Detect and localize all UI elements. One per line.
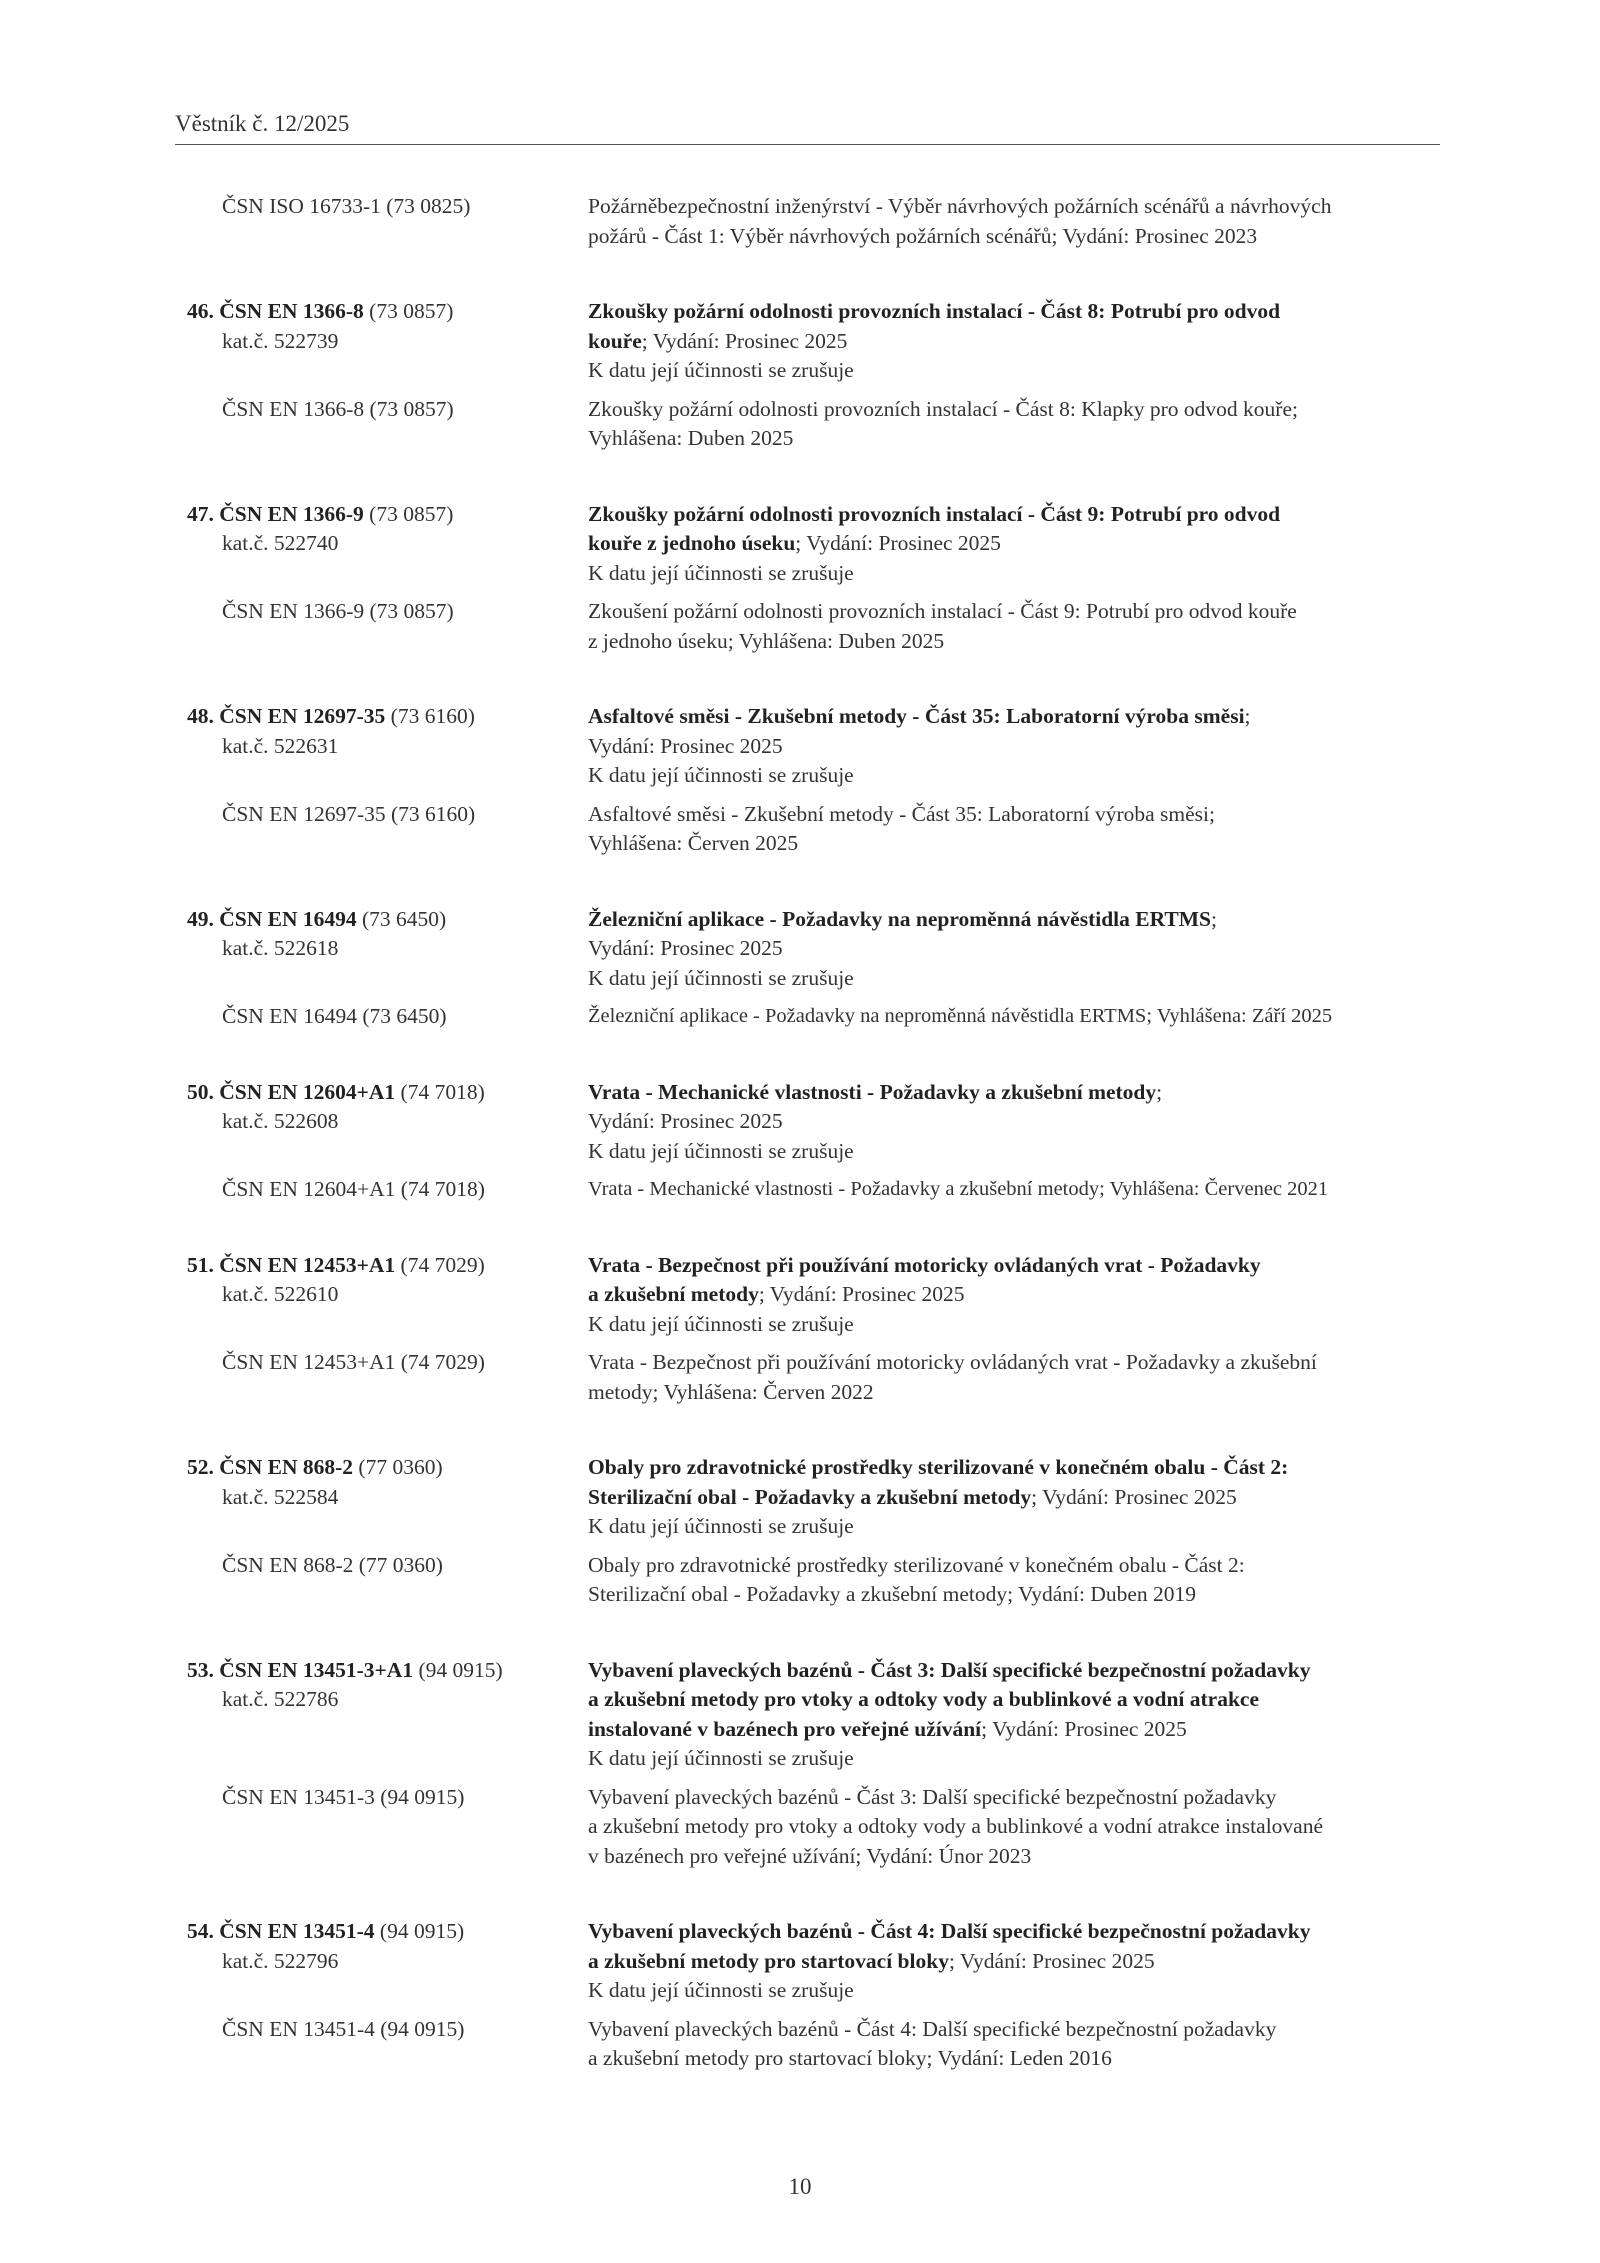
bulletin-title: Věstník č. 12/2025: [175, 111, 350, 136]
replaced-standard-code: ČSN ISO 16733-1 (73 0825): [222, 194, 471, 218]
replaced-standard-title: Asfaltové směsi - Zkušební metody - Část 35: Laboratorní výroba směsi; Vyhlášena: Červen 2025: [588, 801, 1215, 855]
standard-code: 48. ČSN EN 12697-35 (73 6160) kat.č. 522631: [175, 702, 588, 791]
replaced-standard-title: Požárněbezpečnostní inženýrství - Výběr návrhových požárních scénářů a návrhových požárů - Část 1: Výběr návrhových požárních scénářů; Vydání: Prosinec 2023: [588, 194, 1332, 248]
replaced-standard-title: Vrata - Mechanické vlastnosti - Požadavky a zkušební metody; Vyhlášena: Červenec 2021: [588, 1178, 1329, 1200]
catalog-number: kat.č. 522584: [222, 1484, 339, 1509]
replaced-standard-code: ČSN EN 1366-9 (73 0857): [222, 599, 454, 623]
replaced-standard-code: ČSN EN 868-2 (77 0360): [222, 1552, 443, 1577]
standard-code: 54. ČSN EN 13451-4 (94 0915) kat.č. 522796: [175, 1917, 588, 2006]
standard-entry-53: [175, 1656, 1450, 1872]
standard-entry-49: [175, 905, 1450, 1032]
standard-entry-48: [175, 702, 1450, 859]
replaced-standard-code: ČSN EN 13451-4 (94 0915): [222, 2016, 465, 2041]
standard-title: Vrata - Bezpečnost při používání motoricky ovládaných vrat - Požadavky a zkušební metody; Vydání: Prosinec 2025 K datu její účinnosti se zrušuje: [588, 1251, 1450, 1340]
standard-code: 50. ČSN EN 12604+A1 (74 7018) kat.č. 522608: [175, 1078, 588, 1167]
cancellation-note: K datu její účinnosti se zrušuje: [588, 1514, 854, 1538]
standard-code: 52. ČSN EN 868-2 (77 0360) kat.č. 522584: [175, 1453, 588, 1542]
standard-title: Vybavení plaveckých bazénů - Část 3: Další specifické bezpečnostní požadavky a zkušební metody pro vtoky a odtoky vody a bublinkové a vodní atrakce instalované v bazénech pro veřejné užívání; Vydání: Prosinec 2025 K datu její účinnosti se zrušuje: [588, 1656, 1450, 1774]
cancellation-note: K datu její účinnosti se zrušuje: [588, 1978, 854, 2002]
standard-title: Zkoušky požární odolnosti provozních instalací - Část 8: Potrubí pro odvod kouře; Vydání: Prosinec 2025 K datu její účinnosti se zrušuje: [588, 297, 1450, 386]
catalog-number: kat.č. 522740: [222, 531, 339, 555]
standard-entry-52: [175, 1453, 1450, 1610]
standard-code: 47. ČSN EN 1366-9 (73 0857) kat.č. 522740: [175, 500, 588, 589]
cancellation-note: K datu její účinnosti se zrušuje: [588, 1311, 854, 1336]
standard-entry-50: [175, 1078, 1450, 1205]
cancellation-note: K datu její účinnosti se zrušuje: [588, 1746, 854, 1770]
standard-title: Asfaltové směsi - Zkušební metody - Část 35: Laboratorní výroba směsi; Vydání: Prosinec 2025 K datu její účinnosti se zrušuje: [588, 702, 1450, 791]
cancellation-note: K datu její účinnosti se zrušuje: [588, 965, 854, 990]
standard-title: Obaly pro zdravotnické prostředky sterilizované v konečném obalu - Část 2: Sterilizační obal - Požadavky a zkušební metody; Vydání: Prosinec 2025 K datu její účinnosti se zrušuje: [588, 1453, 1450, 1542]
standard-code: 49. ČSN EN 16494 (73 6450) kat.č. 522618: [175, 905, 588, 994]
standard-code: 46. ČSN EN 1366-8 (73 0857) kat.č. 522739: [175, 297, 588, 386]
standard-code: 51. ČSN EN 12453+A1 (74 7029) kat.č. 522610: [175, 1251, 588, 1340]
replaced-standard-code: ČSN EN 12697-35 (73 6160): [222, 801, 476, 826]
standard-title: Vrata - Mechanické vlastnosti - Požadavky a zkušební metody; Vydání: Prosinec 2025 K datu její účinnosti se zrušuje: [588, 1078, 1450, 1167]
standard-title: Železniční aplikace - Požadavky na neproměnná návěstidla ERTMS; Vydání: Prosinec 2025 K datu její účinnosti se zrušuje: [588, 905, 1450, 994]
replaced-standard-title: Vrata - Bezpečnost při používání motoricky ovládaných vrat - Požadavky a zkušební metody; Vyhlášena: Červen 2022: [588, 1350, 1317, 1404]
standard-entry-54: [175, 1917, 1450, 2074]
cancellation-note: K datu její účinnosti se zrušuje: [588, 358, 854, 382]
replaced-standard-title: Obaly pro zdravotnické prostředky sterilizované v konečném obalu - Část 2: Sterilizační obal - Požadavky a zkušební metody; Vydání: Duben 2019: [588, 1552, 1245, 1606]
replaced-standard-title: Zkoušky požární odolnosti provozních instalací - Část 8: Klapky pro odvod kouře; Vyhlášena: Duben 2025: [588, 396, 1298, 450]
standard-entry-51: [175, 1251, 1450, 1408]
replaced-standard-code: ČSN EN 12604+A1 (74 7018): [222, 1177, 485, 1201]
cancellation-note: K datu její účinnosti se zrušuje: [588, 560, 854, 585]
standard-title: Zkoušky požární odolnosti provozních instalací - Část 9: Potrubí pro odvod kouře z jednoho úseku; Vydání: Prosinec 2025 K datu její účinnosti se zrušuje: [588, 500, 1450, 589]
replaced-standard-code: ČSN EN 12453+A1 (74 7029): [222, 1350, 485, 1374]
cancellation-note: K datu její účinnosti se zrušuje: [588, 1138, 854, 1163]
replaced-standard-title: Zkoušení požární odolnosti provozních instalací - Část 9: Potrubí pro odvod kouře z jednoho úseku; Vyhlášena: Duben 2025: [588, 599, 1297, 653]
continuation-entry: [175, 192, 1450, 251]
catalog-number: kat.č. 522786: [222, 1687, 339, 1711]
catalog-number: kat.č. 522796: [222, 1948, 339, 1973]
replaced-standard-title: Vybavení plaveckých bazénů - Část 4: Další specifické bezpečnostní požadavky a zkušební metody pro startovací bloky; Vydání: Leden 2016: [588, 2016, 1277, 2070]
page-number: 10: [788, 2174, 812, 2199]
replaced-standard-code: ČSN EN 1366-8 (73 0857): [222, 396, 454, 421]
catalog-number: kat.č. 522608: [222, 1109, 339, 1133]
page-header: [175, 110, 1440, 145]
catalog-number: kat.č. 522618: [222, 936, 339, 960]
replaced-standard-title: Vybavení plaveckých bazénů - Část 3: Další specifické bezpečnostní požadavky a zkušební metody pro vtoky a odtoky vody a bublinkové a vodní atrakce instalované v bazénech pro veřejné užívání; Vydání: Únor 2023: [588, 1784, 1323, 1868]
replaced-standard-code: ČSN EN 13451-3 (94 0915): [222, 1784, 465, 1809]
catalog-number: kat.č. 522631: [222, 733, 339, 758]
standards-list: [175, 192, 1450, 2120]
standard-entry-47: [175, 500, 1450, 657]
cancellation-note: K datu její účinnosti se zrušuje: [588, 763, 854, 787]
replaced-standard-code: ČSN EN 16494 (73 6450): [222, 1004, 447, 1028]
standard-code: 53. ČSN EN 13451-3+A1 (94 0915) kat.č. 522786: [175, 1656, 588, 1774]
standard-entry-46: [175, 297, 1450, 454]
catalog-number: kat.č. 522739: [222, 328, 339, 353]
replaced-standard-title: Železniční aplikace - Požadavky na neproměnná návěstidla ERTMS; Vyhlášena: Září 2025: [588, 1005, 1333, 1027]
standard-title: Vybavení plaveckých bazénů - Část 4: Další specifické bezpečnostní požadavky a zkušební metody pro startovací bloky; Vydání: Prosinec 2025 K datu její účinnosti se zrušuje: [588, 1917, 1450, 2006]
catalog-number: kat.č. 522610: [222, 1282, 339, 1306]
